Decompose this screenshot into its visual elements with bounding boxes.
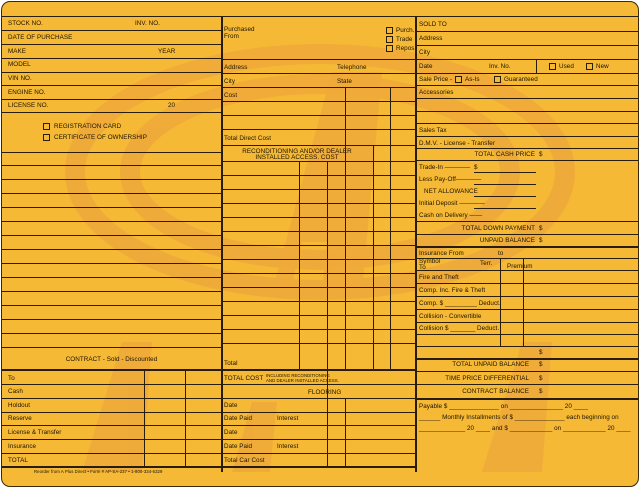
purchase-telephone-label: Telephone <box>337 64 367 71</box>
contract-row-to: To <box>8 375 15 382</box>
flooring-label: FLOORING <box>308 389 342 396</box>
premium-label: Premium <box>507 263 533 270</box>
flooring-date-1-label: Date <box>224 402 238 409</box>
recon-line-1: RECONDITIONING AND/OR DEALER <box>242 148 352 155</box>
flooring-date-paid-1-label: Date Paid <box>224 415 253 422</box>
used-checkbox[interactable] <box>549 63 556 70</box>
total-car-cost-label: Total Car Cost <box>224 457 265 464</box>
used-label: Used <box>559 63 574 70</box>
comp-deduct-label: Comp. $ _________ Deduct. <box>419 300 501 307</box>
year-label: YEAR <box>158 48 176 55</box>
recon-total-label: Total <box>224 360 238 367</box>
flooring-date-2-label: Date <box>224 429 238 436</box>
sold-inv-no-label: Inv. No. <box>489 63 511 70</box>
vin-no-label: VIN NO. <box>8 75 32 82</box>
total-cost-note-2: AND DEALER INSTALLED ACCESS. <box>266 378 339 383</box>
stock-no-label: STOCK NO. <box>8 20 43 27</box>
registration-card-checkbox[interactable] <box>43 123 50 130</box>
final-payment-line: _____________ 20 ____ and $ ____________ on ____________ 20 ____ <box>419 425 631 432</box>
initial-deposit-label: Initial Deposit ———— <box>419 200 485 207</box>
payable-line: Payable $ ______________ on _______________ 20 ____ <box>419 403 588 410</box>
certificate-of-ownership-label: CERTIFICATE OF OWNERSHIP <box>54 134 147 141</box>
purch-checkbox[interactable] <box>386 27 393 34</box>
net-allowance-label: NET ALLOWANCE <box>424 188 478 195</box>
as-is-checkbox[interactable] <box>455 76 462 83</box>
total-unpaid-balance-dollar: $ <box>539 361 543 368</box>
total-cash-price-dollar: $ <box>539 151 543 158</box>
flooring-interest-2-label: Interest <box>277 443 299 450</box>
total-direct-cost-label: Total Direct Cost <box>224 135 272 142</box>
guaranteed-label: Guaranteed <box>504 76 538 83</box>
purchase-address-label: Address <box>224 64 248 71</box>
symbol-to-label: To <box>419 264 426 271</box>
from-label: From <box>224 33 239 40</box>
contract-row-reserve: Reserve <box>8 415 32 422</box>
sold-to-label: SOLD TO <box>419 21 447 28</box>
registration-card-label: REGISTRATION CARD <box>54 123 122 130</box>
unpaid-balance-label: UNPAID BALANCE <box>479 237 535 244</box>
inv-no-label: INV. NO. <box>135 20 161 27</box>
collision-convertible-label: Collision - Convertible <box>419 313 482 320</box>
purchase-state-label: State <box>337 78 352 85</box>
certificate-of-ownership-checkbox[interactable] <box>43 134 50 141</box>
engine-no-label: ENGINE NO. <box>8 89 46 96</box>
contract-title: CONTRACT - Sold - Discounted <box>65 356 158 363</box>
symbol-label: Symbol <box>419 258 441 265</box>
comp-inc-label: Comp. Inc. Fire & Theft <box>419 287 486 294</box>
accessories-label: Accessories <box>419 89 454 96</box>
repos-label: Repos. <box>396 45 417 52</box>
sold-address-label: Address <box>419 35 443 42</box>
time-price-differential-dollar: $ <box>539 375 543 382</box>
time-price-differential-label: TIME PRICE DIFFERENTIAL <box>445 375 529 382</box>
sold-date-label: Date <box>419 63 433 70</box>
license-no-label: LICENSE NO. <box>8 102 49 109</box>
contract-row-holdout: Holdout <box>8 402 31 409</box>
collision-deduct-label: Collision $ _______ Deduct. <box>419 325 500 332</box>
insurance-total-dollar: $ <box>539 349 543 356</box>
guaranteed-checkbox[interactable] <box>494 76 501 83</box>
trade-label: Trade <box>396 36 413 43</box>
total-cash-price-label: TOTAL CASH PRICE <box>474 151 535 158</box>
purchased-label: Purchased <box>224 26 255 33</box>
license-year-label: 20 <box>168 102 176 109</box>
total-down-payment-label: TOTAL DOWN PAYMENT <box>461 225 535 232</box>
insurance-to-label: to <box>498 250 504 257</box>
flooring-interest-1-label: Interest <box>277 415 299 422</box>
less-payoff-label: Less Pay-Off———— <box>419 176 482 183</box>
trade-in-label: Trade-In ———— <box>419 164 471 171</box>
contract-row-total: TOTAL <box>8 457 28 464</box>
as-is-label: As-Is <box>465 76 480 83</box>
recon-line-2: INSTALLED ACCESS. COST <box>255 154 339 161</box>
cost-label: Cost <box>224 92 238 99</box>
unpaid-balance-dollar: $ <box>539 237 543 244</box>
dmv-label: D.M.V. - License - Transfer <box>419 140 496 147</box>
vehicle-deal-card <box>1 1 639 487</box>
trade-checkbox[interactable] <box>386 36 393 43</box>
sold-city-label: City <box>419 49 431 56</box>
new-label: New <box>596 63 609 70</box>
sale-price-label: Sale Price - <box>419 76 453 83</box>
insurance-from-label: Insurance From <box>419 250 464 257</box>
trade-in-dollar: $ <box>474 164 478 171</box>
total-unpaid-balance-label: TOTAL UNPAID BALANCE <box>452 361 529 368</box>
form-footer: Reorder from A Plus Direct • Form # AP-SA-237 • 1-800-334-6329 <box>34 469 163 474</box>
cash-on-delivery-label: Cash on Delivery —— <box>419 212 483 219</box>
total-cost-note-1: INCLUDING RECONDITIONING <box>266 373 330 378</box>
contract-row-cash: Cash <box>8 388 23 395</box>
monthly-installments-line: ______ Monthly Installments of $ ______________ each beginning on <box>419 414 619 421</box>
make-label: MAKE <box>8 48 27 55</box>
date-of-purchase-label: DATE OF PURCHASE <box>8 34 73 41</box>
total-cost-label: TOTAL COST <box>224 375 264 382</box>
total-down-payment-dollar: $ <box>539 225 543 232</box>
new-checkbox[interactable] <box>586 63 593 70</box>
contract-row-license-transfer: License & Transfer <box>8 429 62 436</box>
purch-label: Purch. <box>396 27 415 34</box>
contract-balance-label: CONTRACT BALANCE <box>462 388 529 395</box>
terr-label: Terr. <box>480 260 493 267</box>
contract-balance-dollar: $ <box>539 388 543 395</box>
repos-checkbox[interactable] <box>386 45 393 52</box>
flooring-date-paid-2-label: Date Paid <box>224 443 253 450</box>
model-label: MODEL <box>8 61 31 68</box>
contract-row-insurance: Insurance <box>8 443 37 450</box>
sales-tax-label: Sales Tax <box>419 127 447 134</box>
purchase-city-label: City <box>224 78 236 85</box>
fire-theft-label: Fire and Theft <box>419 274 459 281</box>
